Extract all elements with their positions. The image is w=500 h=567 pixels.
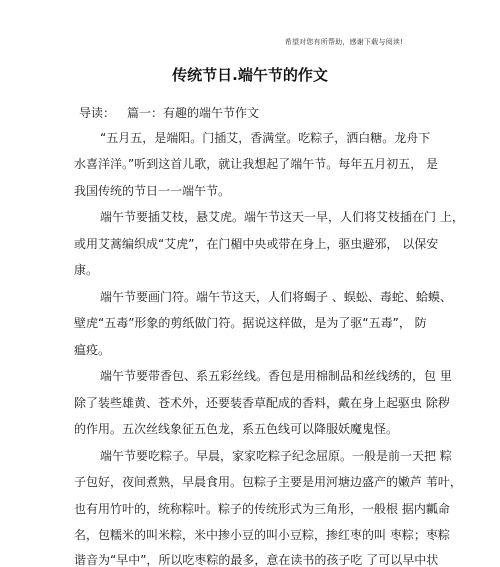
text-line: 我国传统的节日一一端午节。 <box>74 184 231 198</box>
text-line: 壁虎“五毒”形象的剪纸做门符。据说这样做，是为了驱“五毒”， 防 <box>74 316 427 330</box>
text-line: 的作用。五次丝线象征五色龙，系五色线可以降服妖魔鬼怪。 <box>74 422 399 436</box>
text-line: 瘟疫。 <box>74 343 111 357</box>
intro-label: 导读： <box>79 106 116 120</box>
intro-line <box>79 104 259 121</box>
text-line: 子包好，夜间煮熟，早晨食用。包粽子主要是用河塘边盛产的嫩芦 苇叶， <box>74 475 462 489</box>
text-line: 康。 <box>74 263 99 277</box>
text-line: 也有用竹叶的，统称粽叶。粽子的传统形式为三角形，一般根 据内瓤命 <box>74 502 450 516</box>
text-line: 谐音为“早中”，所以吃枣粽的最多，意在读书的孩子吃 了可以早中状 <box>74 553 439 567</box>
text-line: “五月五，是端阳。门插艾，香满堂。吃粽子，洒白糖。龙舟下 <box>100 131 431 145</box>
text-line: 端午节要带香包、系五彩丝线。香包是用棉制品和丝线绣的，包 里 <box>100 369 452 383</box>
text-line: 名，包糯米的叫米粽，米中掺小豆的叫小豆粽，掺红枣的叫 枣粽；枣粽 <box>74 528 450 542</box>
text-line: 端午节要画门符。端午节这天，人们将蝎子 、蜈蚣、毒蛇、蛤蟆、 <box>100 290 452 304</box>
text-line: 端午节要插艾枝，悬艾虎。端午节这天一早，人们将艾枝插在门 上， <box>100 210 464 224</box>
text-line: 或用艾蒿编织成“艾虎”，在门楣中央或带在身上，驱虫避邪， 以保安 <box>74 237 439 251</box>
text-line: 除了装些雄黄、苍术外，还要装香草配成的香料，戴在身上起驱虫 除秽 <box>74 396 450 410</box>
document-title: 传统节日.端午节的作文 <box>172 66 328 84</box>
header-note: 希望对您有所帮助，感谢下载与阅读! <box>284 38 403 46</box>
intro-text: 篇一：有趣的端午节作文 <box>127 106 260 120</box>
text-line: 水喜洋洋。”听到这首儿歌，就让我想起了端午节。每年五月初五， 是 <box>74 157 439 171</box>
text-line: 端午节要吃粽子。早晨，家家吃粽子纪念屈原。一般是前一天把 粽 <box>100 449 452 463</box>
